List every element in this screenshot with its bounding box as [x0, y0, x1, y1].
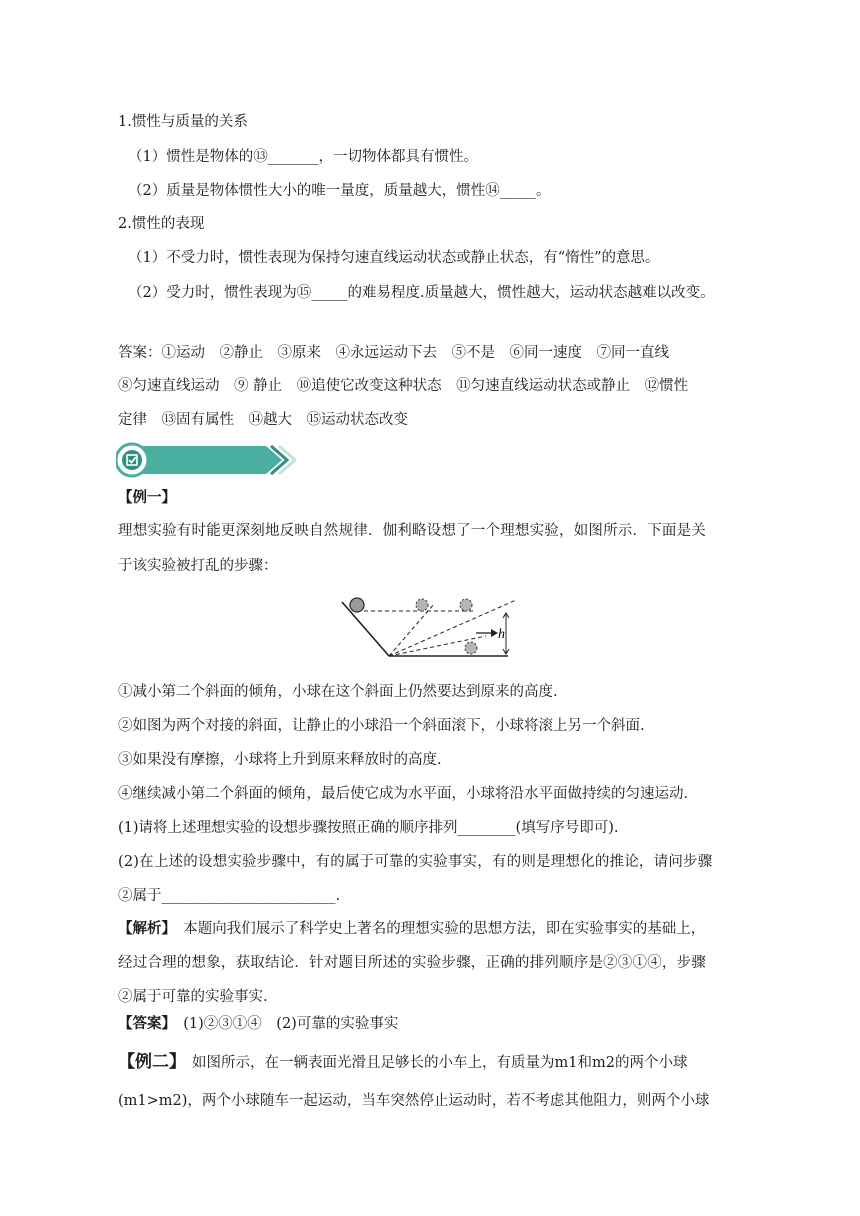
example-banner — [116, 438, 296, 482]
answers-line1: 答案：①运动 ②静止 ③原来 ④永远运动下去 ⑤不是 ⑥同一速度 ⑦同一直线 — [118, 345, 669, 361]
example2-heading: 【例二】 — [118, 1052, 178, 1072]
question-2-line1: (2)在上述的设想实验步骤中，有的属于可靠的实验事实，有的则是理想化的推论，请问步骤 — [118, 854, 713, 870]
question-1: (1)请将上述理想实验的设想步骤按照正确的顺序排列________(填写序号即可). — [118, 820, 619, 836]
answer-text: (1)②③①④ (2)可靠的实验事实 — [168, 1016, 399, 1032]
step-2: ②如图为两个对接的斜面，让静止的小球沿一个斜面滚下，小球将滚上另一个斜面. — [118, 718, 645, 734]
section2-item1: （1）不受力时，惯性表现为保持匀速直线运动状态或静止状态，有“惰性”的意思。 — [128, 250, 660, 266]
section2-item2: （2）受力时，惯性表现为⑮_____的难易程度.质量越大，惯性越大，运动状态越难以改变。 — [128, 285, 715, 301]
example1-intro-2: 于该实验被打乱的步骤： — [118, 558, 278, 574]
example2-line1 — [118, 1052, 687, 1073]
answer-line — [118, 1014, 398, 1034]
section1-item1: （1）惯性是物体的⑬_______，一切物体都具有惯性。 — [128, 149, 478, 165]
section1-item2: （2）质量是物体惯性大小的唯一量度，质量越大，惯性⑭_____。 — [128, 183, 551, 199]
banner-inner-circle — [122, 450, 142, 470]
step-3: ③如果没有摩擦，小球将上升到原来释放时的高度. — [118, 752, 442, 768]
answers-line2: ⑧匀速直线运动 ⑨ 静止 ⑩追使它改变这种状态 ⑪匀速直线运动状态或静止 ⑫惯性 — [118, 378, 689, 394]
step-1: ①减小第二个斜面的倾角，小球在这个斜面上仍然要达到原来的高度. — [118, 684, 558, 700]
ball-start — [350, 598, 364, 612]
section1-title: 1.惯性与质量的关系 — [118, 114, 248, 130]
analysis-line2: 经过合理的想象，获取结论．针对题目所述的实验步骤，正确的排列顺序是②③①④，步骤 — [118, 955, 706, 971]
left-incline — [342, 602, 389, 656]
section2-title: 2.惯性的表现 — [118, 216, 205, 232]
step-4: ④继续减小第二个斜面的倾角，最后使它成为水平面，小球将沿水平面做持续的匀速运动. — [118, 786, 689, 802]
example1-intro-1: 理想实验有时能更深刻地反映自然规律．伽利略设想了一个理想实验，如图所示．下面是关 — [118, 523, 706, 539]
answer-label: 【答案】 — [118, 1015, 169, 1032]
example1-heading: 【例一】 — [118, 489, 176, 506]
analysis-text-1: 本题向我们展示了科学史上著名的理想实验的思想方法，即在实验事实的基础上， — [168, 921, 706, 937]
ball-ground — [465, 642, 477, 654]
analysis-line3: ②属于可靠的实验事实. — [118, 989, 268, 1005]
ball-second — [416, 599, 428, 611]
example2-text-1: 如图所示，在一辆表面光滑且足够长的小车上，有质量为m1和m2的两个小球 — [177, 1055, 688, 1071]
ball-third — [460, 599, 472, 611]
analysis-label: 【解析】 — [118, 920, 169, 937]
inclined-plane-figure — [336, 596, 526, 662]
arrow-head-icon — [491, 629, 498, 637]
example2-line2: (m1>m2)，两个小球随车一起运动，当车突然停止运动时，若不考虑其他阻力，则两个小球 — [118, 1093, 710, 1109]
analysis-line1 — [118, 919, 705, 939]
answers-line3: 定律 ⑬固有属性 ⑭越大 ⑮运动状态改变 — [118, 412, 408, 428]
question-2-line2: ②属于________________________. — [118, 888, 341, 904]
height-label: h — [498, 627, 505, 642]
gentle-incline-dashed — [389, 600, 516, 656]
banner-ribbon — [130, 446, 282, 474]
steep-incline-dashed — [389, 604, 434, 656]
